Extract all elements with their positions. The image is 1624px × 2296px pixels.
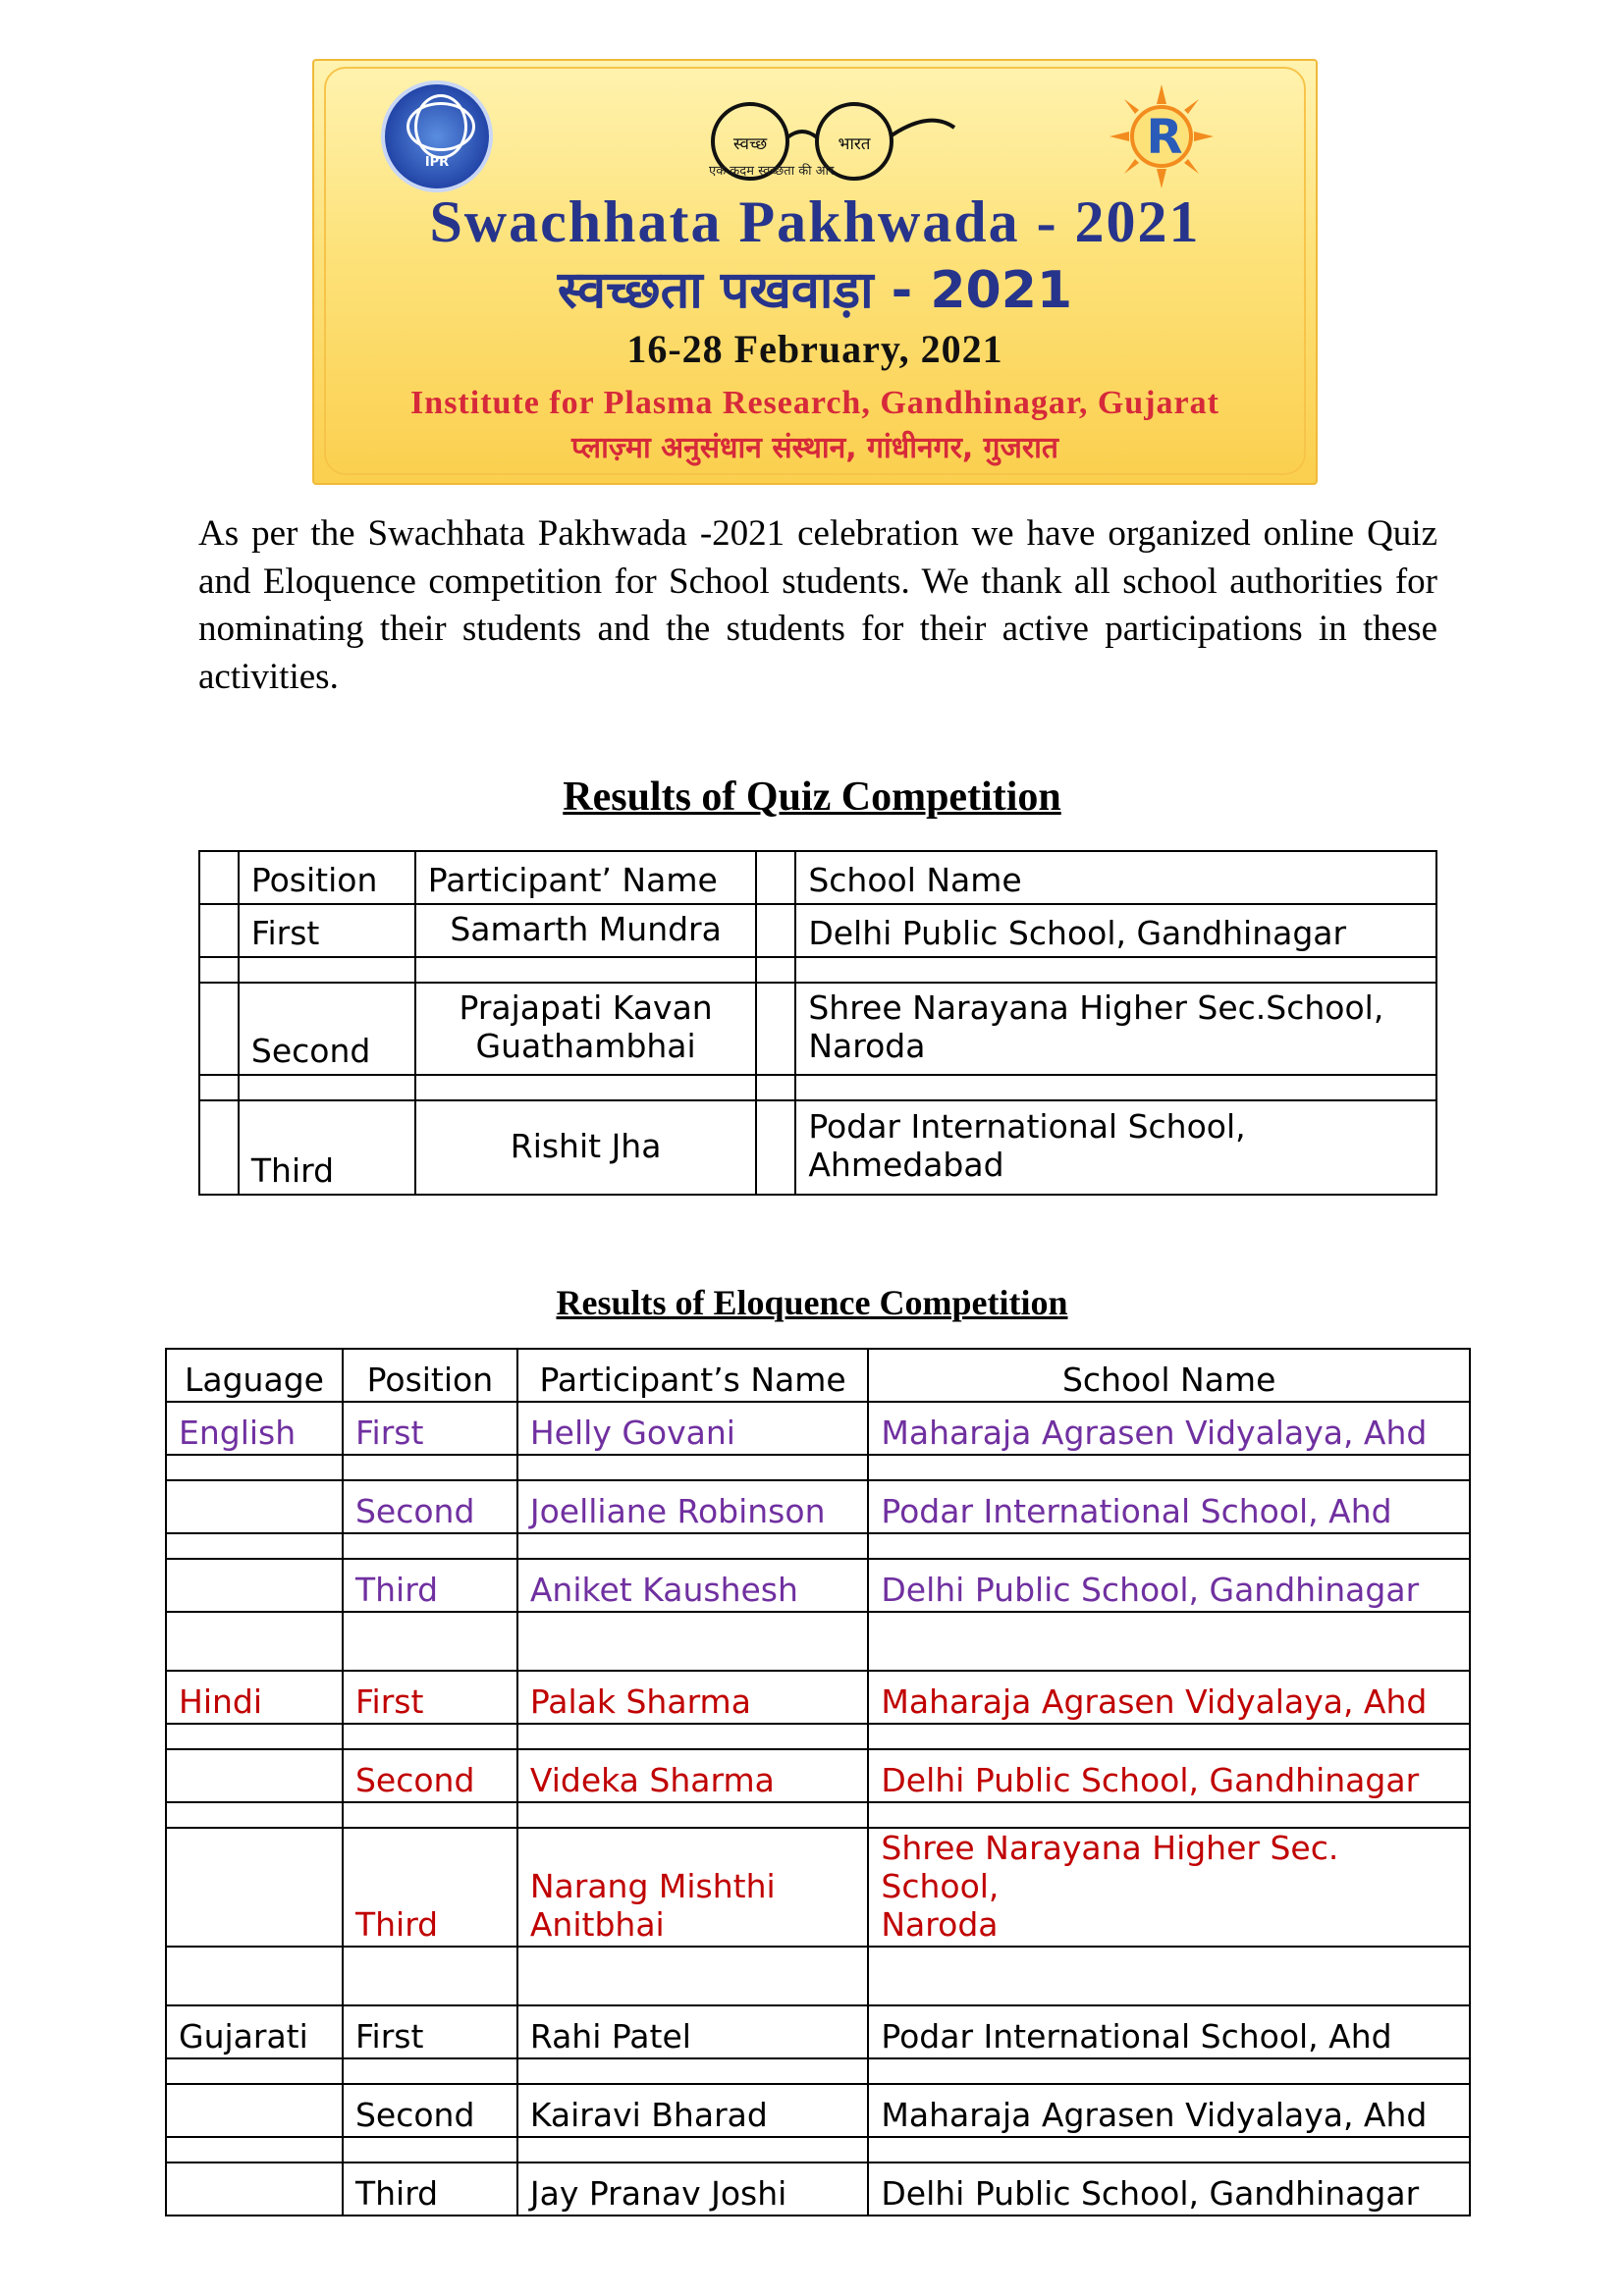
language-cell (166, 2084, 343, 2137)
participant-cell: Jay Pranav Joshi (517, 2163, 869, 2216)
position-cell: First (239, 904, 415, 957)
participant-cell: Rishit Jha (415, 1100, 757, 1195)
school-cell: Podar International School, Ahd (868, 1480, 1470, 1533)
atom-ring-icon (414, 94, 467, 159)
position-cell: Third (343, 1559, 517, 1612)
header-school: School Name (868, 1349, 1470, 1402)
language-cell (166, 1749, 343, 1802)
right-lens-text: भारत (838, 134, 871, 154)
intro-paragraph: As per the Swachhata Pakhwada -2021 celebration we have organized online Quiz and Eloquence competition for School students. We thank all school authorities for nominating their students and the students for their active participations in these activities. (198, 513, 1437, 697)
position-cell: Second (239, 983, 415, 1075)
header-participant: Participant’s Name (517, 1349, 869, 1402)
table-row (166, 1828, 1470, 1947)
spacer-row (166, 2137, 1470, 2163)
school-cell: Podar International School, Ahd (868, 2005, 1470, 2058)
table-row (199, 983, 1436, 1075)
svg-text:R: R (1146, 110, 1183, 165)
spacer-row (166, 2058, 1470, 2084)
position-cell: Third (239, 1100, 415, 1195)
school-cell: Delhi Public School, Gandhinagar (868, 2163, 1470, 2216)
table-row (199, 1100, 1436, 1195)
spacer-row (166, 1947, 1470, 2005)
banner-institute-english: Institute for Plasma Research, Gandhinagar, Gujarat (410, 385, 1219, 421)
banner-institute-hindi: प्लाज़्मा अनुसंधान संस्थान, गांधीनगर, गुजरात (571, 431, 1058, 465)
spacer-row (166, 1612, 1470, 1671)
language-cell (166, 1828, 343, 1947)
participant-cell: Narang Mishthi Anitbhai (517, 1828, 869, 1947)
table-row (199, 904, 1436, 957)
position-cell: First (343, 2005, 517, 2058)
quiz-results-table (198, 850, 1437, 1196)
school-cell: Delhi Public School, Gandhinagar (868, 1749, 1470, 1802)
table-row (166, 1402, 1470, 1455)
school-cell: Delhi Public School, Gandhinagar (795, 904, 1436, 957)
spacer-row (166, 1533, 1470, 1559)
participant-cell: Kairavi Bharad (517, 2084, 869, 2137)
ipr-seal-logo (381, 80, 493, 192)
spacer-row (166, 1455, 1470, 1480)
spacer-row (199, 957, 1436, 983)
eloquence-results-title: Results of Eloquence Competition (556, 1283, 1068, 1322)
logo-tagline: एक कदम स्वच्छता की ओर (709, 164, 835, 179)
spacer-row (166, 1802, 1470, 1828)
position-cell: Second (343, 2084, 517, 2137)
event-banner (312, 59, 1318, 485)
table-row (166, 2163, 1470, 2216)
language-cell (166, 2163, 343, 2216)
table-row (166, 2005, 1470, 2058)
header-position: Position (343, 1349, 517, 1402)
sun-r-logo (1108, 82, 1216, 190)
table-row (166, 1671, 1470, 1724)
school-cell: Maharaja Agrasen Vidyalaya, Ahd (868, 1671, 1470, 1724)
quiz-results-title: Results of Quiz Competition (563, 774, 1061, 820)
participant-cell: Aniket Kaushesh (517, 1559, 869, 1612)
header-position: Position (239, 851, 415, 904)
left-lens-text: स्वच्छ (732, 134, 768, 154)
spacer-row (166, 1724, 1470, 1749)
table-header-row (199, 851, 1436, 904)
header-language: Laguage (166, 1349, 343, 1402)
participant-cell: Palak Sharma (517, 1671, 869, 1724)
school-cell: Delhi Public School, Gandhinagar (868, 1559, 1470, 1612)
school-cell: Maharaja Agrasen Vidyalaya, Ahd (868, 1402, 1470, 1455)
position-cell: Third (343, 1828, 517, 1947)
school-cell: Podar International School, Ahmedabad (795, 1100, 1436, 1195)
school-cell: Maharaja Agrasen Vidyalaya, Ahd (868, 2084, 1470, 2137)
table-row (166, 1480, 1470, 1533)
participant-cell: Prajapati Kavan Guathambhai (415, 983, 757, 1075)
language-cell: Hindi (166, 1671, 343, 1724)
table-header-row (166, 1349, 1470, 1402)
participant-cell: Joelliane Robinson (517, 1480, 869, 1533)
banner-title-english: Swachhata Pakhwada - 2021 (429, 189, 1201, 254)
participant-cell: Rahi Patel (517, 2005, 869, 2058)
language-cell: English (166, 1402, 343, 1455)
spacer-row (199, 1075, 1436, 1100)
seal-label: IPR (424, 155, 450, 170)
participant-cell: Videka Sharma (517, 1749, 869, 1802)
participant-cell: Helly Govani (517, 1402, 869, 1455)
school-cell: Shree Narayana Higher Sec. School, Naroda (868, 1828, 1470, 1947)
banner-title-hindi: स्वच्छता पखवाड़ा - 2021 (557, 261, 1073, 320)
participant-cell: Samarth Mundra (415, 904, 757, 957)
position-cell: Second (343, 1480, 517, 1533)
header-participant: Participant’ Name (415, 851, 757, 904)
header-school: School Name (795, 851, 1436, 904)
position-cell: Second (343, 1749, 517, 1802)
language-cell (166, 1480, 343, 1533)
table-row (166, 2084, 1470, 2137)
banner-dates: 16-28 February, 2021 (626, 327, 1003, 371)
table-row (166, 1559, 1470, 1612)
school-cell: Shree Narayana Higher Sec.School, Naroda (795, 983, 1436, 1075)
position-cell: First (343, 1671, 517, 1724)
position-cell: First (343, 1402, 517, 1455)
eloquence-results-table (165, 1348, 1471, 2216)
table-row (166, 1749, 1470, 1802)
language-cell (166, 1559, 343, 1612)
language-cell: Gujarati (166, 2005, 343, 2058)
position-cell: Third (343, 2163, 517, 2216)
